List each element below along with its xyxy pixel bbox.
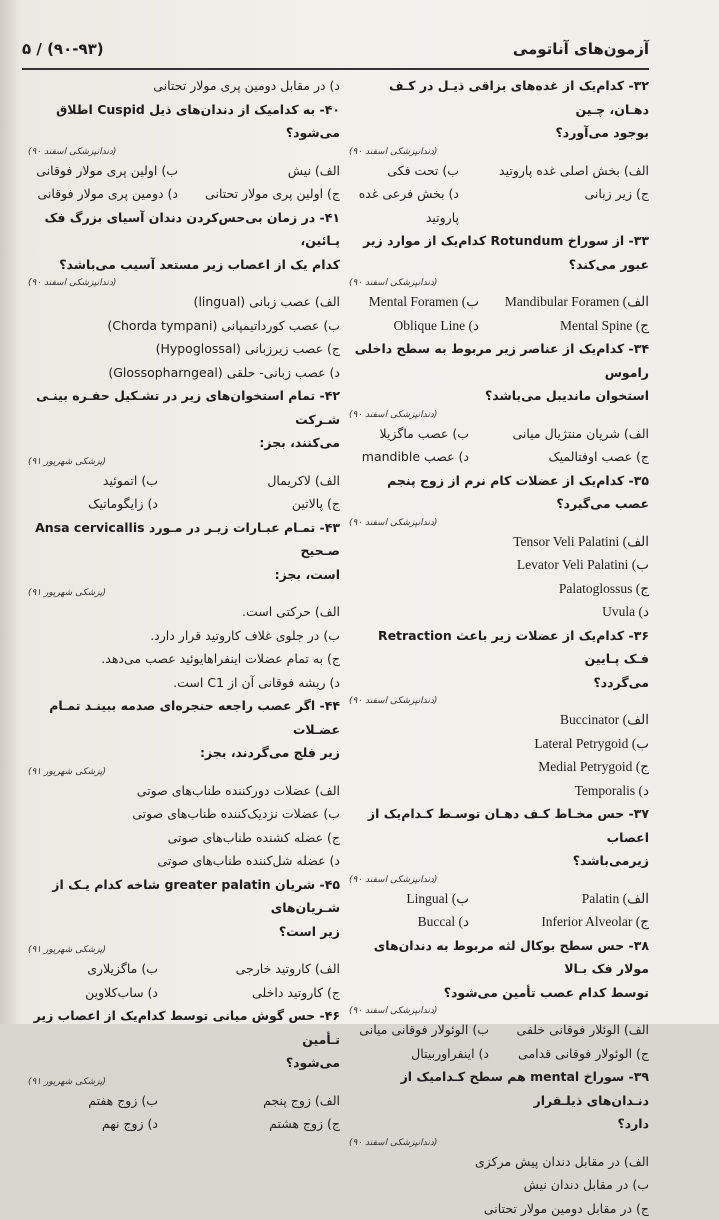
- question-36: [349, 624, 649, 803]
- question-source: (پزشکی شهریور ۹۱): [28, 455, 340, 469]
- option-d: د) زوج نهم: [28, 1112, 158, 1136]
- option-b: ب) عصب ماگزیلا: [349, 422, 469, 446]
- question-stem: ۳۹- سوراخ mental هم سطح کـدامیک از دنـدان‌های ذیلـقرار: [349, 1065, 649, 1112]
- question-source: (دندانپزشکی اسفند ۹۰): [28, 276, 340, 290]
- option-b: ب) Lateral Petrygoid: [349, 732, 649, 756]
- option-c: ج) Inferior Alveolar: [541, 910, 649, 934]
- option-d: د) Uvula: [349, 600, 649, 624]
- option-d: د) ساب‌کلاوین: [28, 981, 158, 1005]
- option-b: ب) الوئولار فوقانی میانی: [349, 1018, 489, 1042]
- question-source: (دندانپزشکی اسفند ۹۰): [349, 516, 649, 530]
- left-column: [28, 74, 340, 1136]
- option-a: الف) عضلات دورکننده طناب‌های صوتی: [28, 779, 340, 803]
- question-source: (دندانپزشکی اسفند ۹۰): [28, 145, 340, 159]
- question-38: [349, 934, 649, 1066]
- option-b: ب) زوج هفتم: [28, 1089, 158, 1113]
- option-a: الف) Mandibular Foramen: [505, 290, 649, 314]
- question-source: (دندانپزشکی اسفند ۹۰): [349, 694, 649, 708]
- question-stem: می‌گردد؟: [349, 671, 649, 695]
- option-a: الف) الوئلار فوقانی خلفی: [517, 1018, 649, 1042]
- page-header: [22, 34, 649, 70]
- option-c: ج) Mental Spine: [560, 314, 649, 338]
- question-stem: زیرمی‌باشد؟: [349, 849, 649, 873]
- question-source: (دندانپزشکی اسفند ۹۰): [349, 1136, 649, 1150]
- option-b: ب) Mental Foramen: [349, 290, 479, 314]
- question-stem: ۴۲- تمام استخوان‌های زیر در تشـکیل حفـره بینـی شـرکت: [28, 384, 340, 431]
- option-c: ج) زوج هشتم: [269, 1112, 340, 1136]
- option-b: ب) Levator Veli Palatini: [349, 553, 649, 577]
- option-d: د) دومین پری مولار فوقانی: [28, 182, 178, 206]
- question-source: (پزشکی شهریور ۹۱): [28, 1075, 340, 1089]
- question-stem: ۳۸- حس سطح بوکال لثه مربوط به دندان‌های مولار فک بـالا: [349, 934, 649, 981]
- option-c: ج) الوئولار فوقانی قدامی: [518, 1042, 649, 1066]
- option-a: الف) لاکریمال: [267, 469, 340, 493]
- question-source: (دندانپزشکی اسفند ۹۰): [349, 408, 649, 422]
- option-a: الف) زوج پنجم: [263, 1089, 340, 1113]
- option-b: ب) عصب کورداتیمپانی (Chorda tympani): [28, 314, 340, 338]
- question-40: [28, 98, 340, 206]
- question-source: (دندانپزشکی اسفند ۹۰): [349, 145, 649, 159]
- question-stem: ۴۰- به کدامیک از دندان‌های ذیل Cuspid اطلاق می‌شود؟: [28, 98, 340, 145]
- option-a: الف) نیش: [288, 159, 340, 183]
- option-d: د) زایگوماتیک: [28, 492, 158, 516]
- option-c: ج) عصب اوفتالمیک: [548, 445, 649, 469]
- option-a: الف) Palatin: [582, 887, 649, 911]
- question-42: [28, 384, 340, 516]
- question-source: (پزشکی شهریور ۹۱): [28, 943, 340, 957]
- question-stem: است، بجز:: [28, 563, 340, 587]
- page-number: ۵ / (۹۰-۹۳): [22, 40, 104, 58]
- question-32: [349, 74, 649, 229]
- option-d: د) عصب mandible: [349, 445, 469, 469]
- option-d: د) Buccal: [349, 910, 469, 934]
- question-34: [349, 337, 649, 469]
- question-stem: ۳۶- کدام‌یک از عضلات زیر باعث Retraction فـک پـایین: [349, 624, 649, 671]
- question-45: [28, 873, 340, 1005]
- question-stem: ۴۶- حس گوش میانی توسط کدام‌یک از اعصاب زیر تـأمین: [28, 1004, 340, 1051]
- question-stem: بوجود می‌آورد؟: [349, 121, 649, 145]
- option-b: ب) در مقابل دندان نیش: [349, 1173, 649, 1197]
- question-33: [349, 229, 649, 337]
- option-c: ج) زیر زبانی: [584, 182, 649, 229]
- question-stem: زیر فلج می‌گردند، بجز:: [28, 741, 340, 765]
- running-title: آزمون‌های آناتومی: [513, 40, 649, 58]
- question-stem: استخوان ماندیبل می‌باشد؟: [349, 384, 649, 408]
- option-b: ب) ماگزیلاری: [28, 957, 158, 981]
- option-a: الف) Buccinator: [349, 708, 649, 732]
- option-a: الف) بخش اصلی غده پاروتید: [499, 159, 649, 183]
- question-stem: زیر است؟: [28, 920, 340, 944]
- option-d: د) عصب زبانی- حلقی (Glossopharngeal): [28, 361, 340, 385]
- option-c: ج) عصب زیرزبانی (Hypoglossal): [28, 337, 340, 361]
- question-stem: ۴۱- در زمان بی‌حس‌کردن دندان آسیای بزرگ فک پـائین،: [28, 206, 340, 253]
- question-stem: ۴۴- اگر عصب راجعه حنجره‌ای صدمه ببینـد تمـام عضـلات: [28, 694, 340, 741]
- option-b: ب) اتموئید: [28, 469, 158, 493]
- question-stem: ۳۷- حس مخـاط کـف دهـان توسـط کـدام‌یک از اعصاب: [349, 802, 649, 849]
- question-stem: ۴۵- شریان greater palatin شاخه کدام یـک از شـریان‌های: [28, 873, 340, 920]
- question-source: (پزشکی شهریور ۹۱): [28, 586, 340, 600]
- option-c: ج) Medial Petrygoid: [349, 755, 649, 779]
- question-43: [28, 516, 340, 695]
- question-stem: ۳۵- کدام‌یک از عضلات کام نرم از زوج پنجم عصب می‌گیرد؟: [349, 469, 649, 516]
- question-source: (دندانپزشکی اسفند ۹۰): [349, 1004, 649, 1018]
- question-stem: ۳۴- کدام‌یک از عناصر زیر مربوط به سطح داخلی راموس: [349, 337, 649, 384]
- question-stem: توسط کدام عصب تأمین می‌شود؟: [349, 981, 649, 1005]
- option-d: د) Temporalis: [349, 779, 649, 803]
- question-source: (دندانپزشکی اسفند ۹۰): [349, 276, 649, 290]
- question-stem: ۳۳- از سوراخ Rotundum کدام‌یک از موارد زیر عبور می‌کند؟: [349, 229, 649, 276]
- option-c: ج) به تمام عضلات اینفراهایوئید عصب می‌دهد.: [28, 647, 340, 671]
- question-stem: می‌شود؟: [28, 1051, 340, 1075]
- question-37: [349, 802, 649, 934]
- question-stem: کدام یک از اعصاب زیر مستعد آسیب می‌باشد؟: [28, 253, 340, 277]
- option-d: د) اینفراوربیتال: [349, 1042, 489, 1066]
- question-39: [349, 1065, 649, 1220]
- option-a: الف) کاروتید خارجی: [236, 957, 340, 981]
- right-column: [349, 74, 649, 1220]
- option-d: د) Oblique Line: [349, 314, 479, 338]
- option-c: ج) عضله کشنده طناب‌های صوتی: [28, 826, 340, 850]
- option-b: ب) عضلات نزدیک‌کننده طناب‌های صوتی: [28, 802, 340, 826]
- option-b: ب) در جلوی غلاف کاروتید قرار دارد.: [28, 624, 340, 648]
- option-d: د) بخش فرعی غده پاروتید: [349, 182, 459, 229]
- option-c: ج) پالاتین: [292, 492, 340, 516]
- question-35: [349, 469, 649, 624]
- option-a: الف) Tensor Veli Palatini: [349, 530, 649, 554]
- question-stem: ۳۲- کدام‌یک از غده‌های بزاقی ذیـل در کـف دهـان، چـین: [349, 74, 649, 121]
- option-c: ج) در مقابل دومین مولار تحتانی: [349, 1197, 649, 1220]
- option-a: الف) حرکتی است.: [28, 600, 340, 624]
- option-a: الف) در مقابل دندان پیش مرکزی: [349, 1150, 649, 1174]
- option-a: الف) شریان منتژیال میانی: [512, 422, 649, 446]
- option-c: ج) کاروتید داخلی: [252, 981, 340, 1005]
- option-b: ب) اولین پری مولار فوقانی: [28, 159, 178, 183]
- option-d-q39: د) در مقابل دومین پری مولار تحتانی: [28, 74, 340, 98]
- option-b: ب) Lingual: [349, 887, 469, 911]
- option-d: د) عضله شل‌کننده طناب‌های صوتی: [28, 849, 340, 873]
- question-stem: ۴۳- تمـام عبـارات زیـر در مـورد Ansa cervicallis صـحیح: [28, 516, 340, 563]
- question-source: (پزشکی شهریور ۹۱): [28, 765, 340, 779]
- question-44: [28, 694, 340, 873]
- option-c: ج) Palatoglossus: [349, 577, 649, 601]
- option-d: د) ریشه فوقانی آن از C1 است.: [28, 671, 340, 695]
- question-stem: دارد؟: [349, 1112, 649, 1136]
- question-stem: می‌کنند، بجز:: [28, 431, 340, 455]
- question-41: [28, 206, 340, 385]
- option-a: الف) عصب زبانی (lingual): [28, 290, 340, 314]
- option-b: ب) تحت فکی: [349, 159, 459, 183]
- question-source: (دندانپزشکی اسفند ۹۰): [349, 873, 649, 887]
- option-c: ج) اولین پری مولار تحتانی: [205, 182, 340, 206]
